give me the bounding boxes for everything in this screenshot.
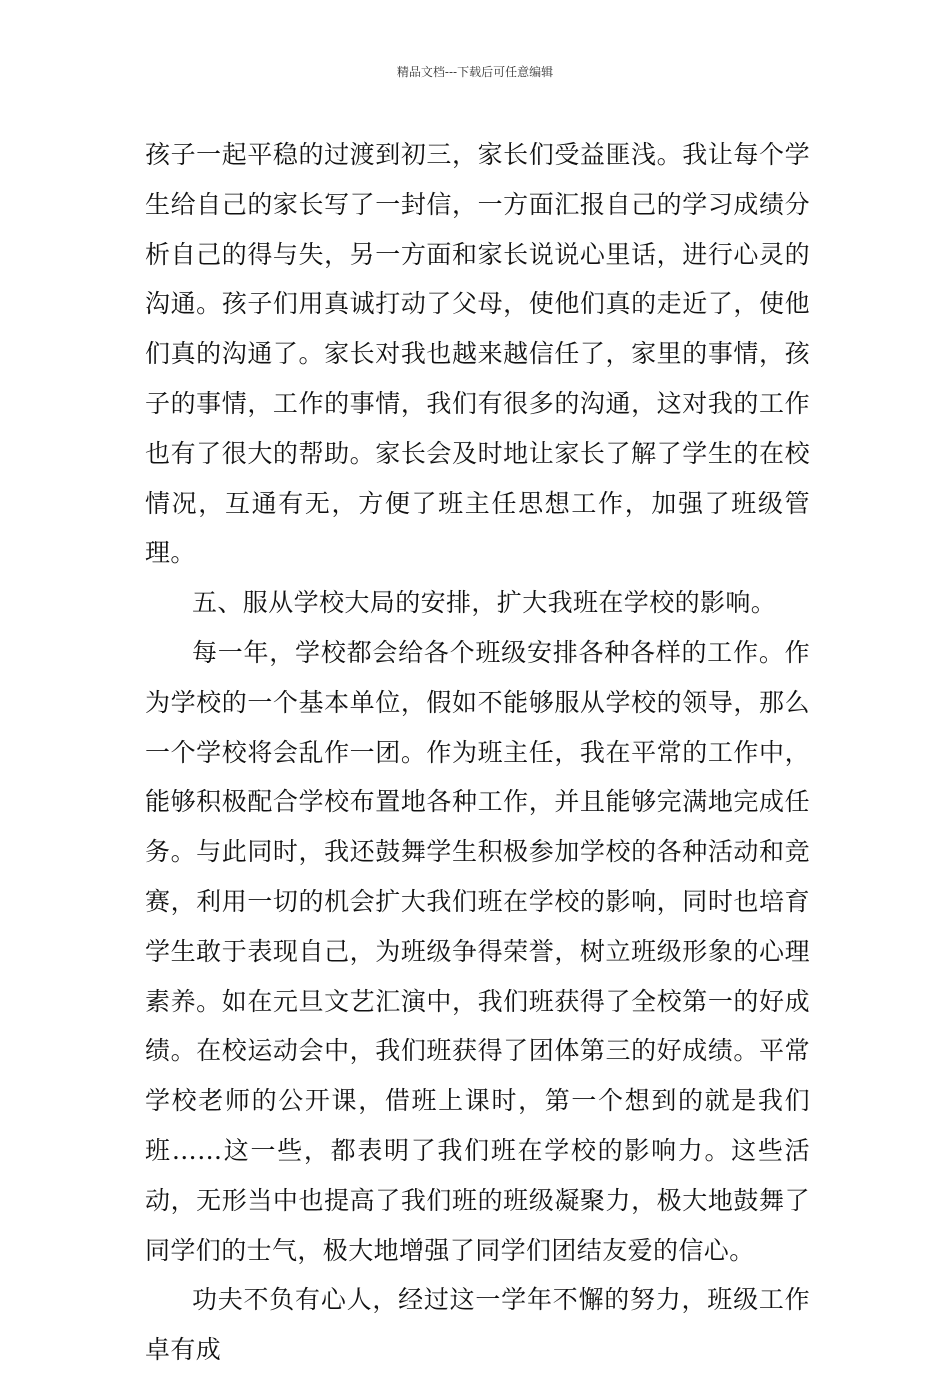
document-body bbox=[145, 130, 810, 1375]
paragraph-conclusion-start: 功夫不负有心人，经过这一学年不懈的努力，班级工作卓有成 bbox=[145, 1285, 810, 1365]
paragraph-school-activities: 每一年，学校都会给各个班级安排各种各样的工作。作为学校的一个基本单位，假如不能够服从学校的领导，那么一个学校将会乱作一团。作为班主任，我在平常的工作中，能够积极配合学校布置地各种工作，并且能够完满地完成任务。与此同时，我还鼓舞学生积极参加学校的各种活动和竞赛，利用一切的机会扩大我们班在学校的影响，同时也培育学生敢于表现自己，为班级争得荣誉，树立班级形象的心理素养。如在元旦文艺汇演中，我们班获得了全校第一的好成绩。在校运动会中，我们班获得了团体第三的好成绩。平常学校老师的公开课，借班上课时，第一个想到的就是我们班……这一些，都表明了我们班在学校的影响力。这些活动，无形当中也提高了我们班的班级凝聚力，极大地鼓舞了同学们的士气，极大地增强了同学们团结友爱的信心。 bbox=[145, 637, 810, 1265]
section-heading: 五、服从学校大局的安排，扩大我班在学校的影响。 bbox=[192, 588, 777, 618]
paragraph-continuation: 孩子一起平稳的过渡到初三，家长们受益匪浅。我让每个学生给自己的家长写了一封信，一方面汇报自己的学习成绩分析自己的得与失，另一方面和家长说说心里话，进行心灵的沟通。孩子们用真诚打动了父母，使他们真的走近了，使他们真的沟通了。家长对我也越来越信任了，家里的事情，孩子的事情，工作的事情，我们有很多的沟通，这对我的工作也有了很大的帮助。家长会及时地让家长了解了学生的在校情况，互通有无，方便了班主任思想工作，加强了班级管理。 bbox=[145, 140, 810, 568]
page-header: 精品文档---下载后可任意编辑 bbox=[396, 65, 554, 79]
